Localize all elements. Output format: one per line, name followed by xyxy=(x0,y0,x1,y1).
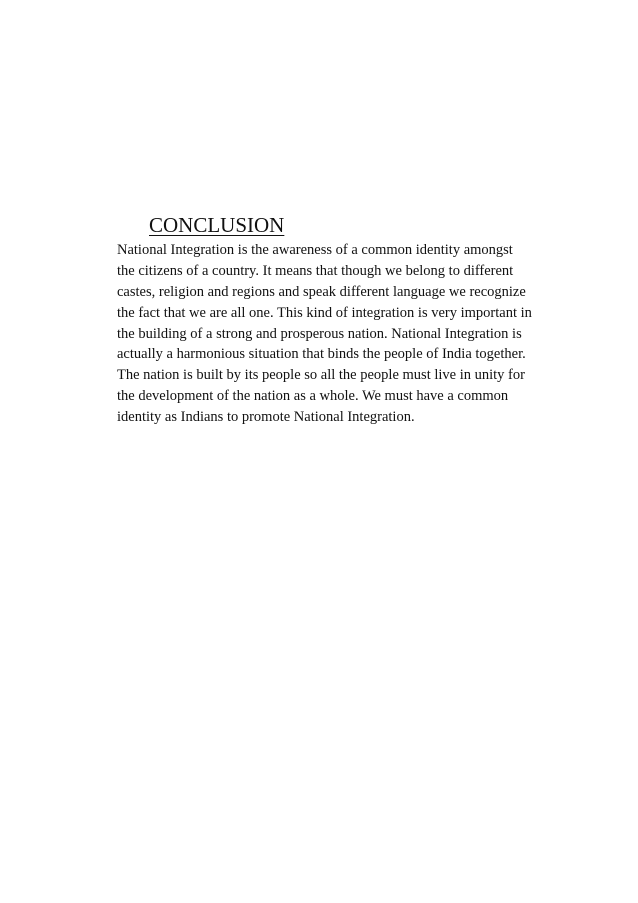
paragraph-line: the citizens of a country. It means that though we belong to different xyxy=(117,262,514,279)
paragraph-line: National Integration is the awareness of a common identity amongst xyxy=(117,242,513,258)
paragraph-line: The nation is built by its people so all the people must live in unity for xyxy=(117,367,525,384)
paragraph-line: the fact that we are all one. This kind of integration is very important in xyxy=(117,304,532,321)
paragraph-line: identity as Indians to promote National Integration. xyxy=(117,409,415,426)
conclusion-paragraph xyxy=(117,240,587,428)
paragraph-line: actually a harmonious situation that binds the people of India together. xyxy=(117,346,526,363)
paragraph-line: the development of the nation as a whole. We must have a common xyxy=(117,388,509,405)
paragraph-line: the building of a strong and prosperous nation. National Integration is xyxy=(117,325,522,342)
paragraph-line: castes, religion and regions and speak different language we recognize xyxy=(117,283,526,300)
section-heading: CONCLUSION xyxy=(149,213,285,237)
